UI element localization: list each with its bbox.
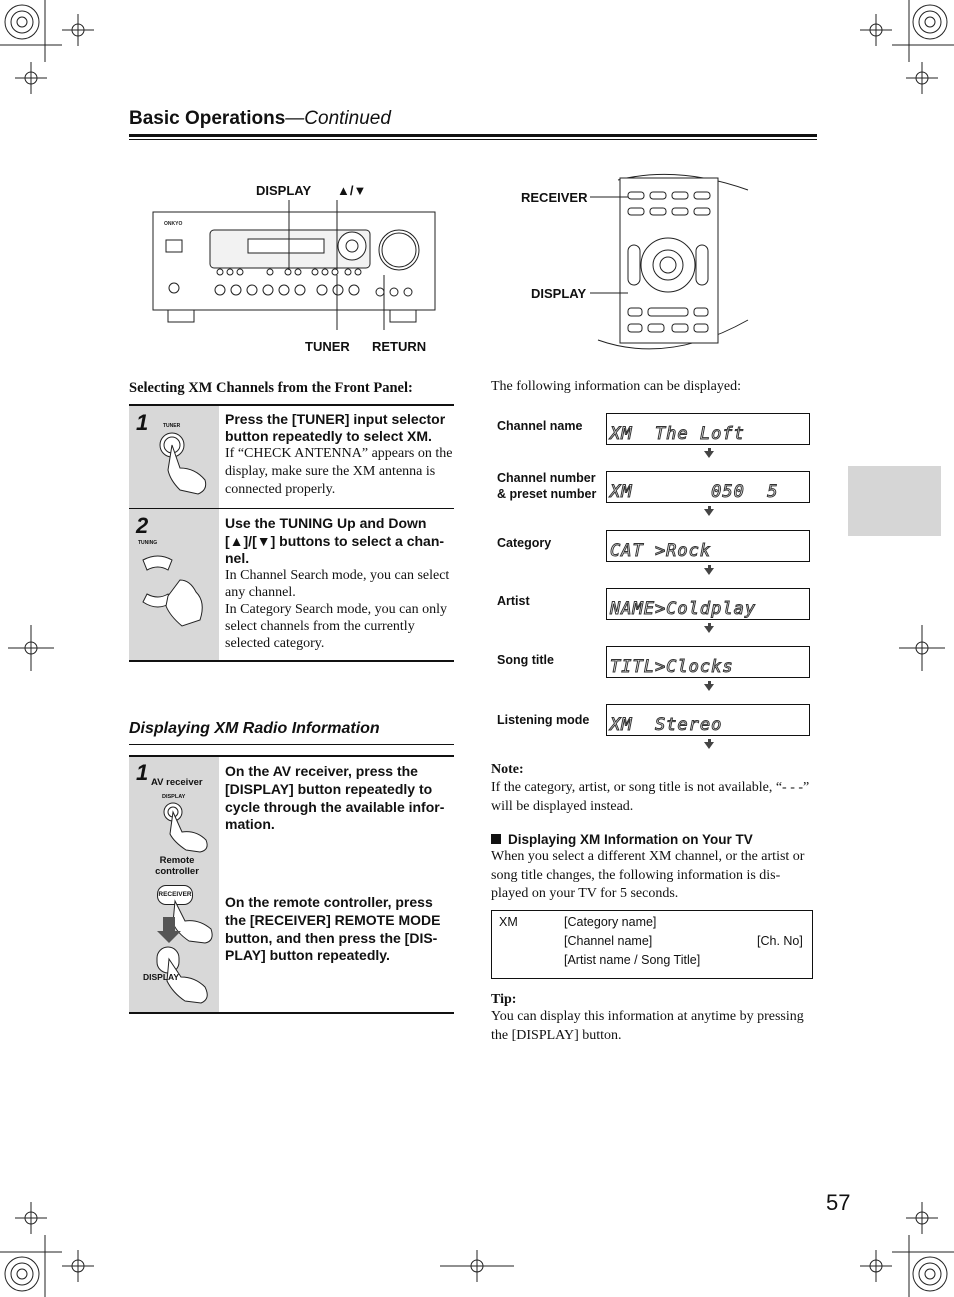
- av-receiver-front-panel-illustration: [150, 200, 440, 330]
- flow-arrow-icon: [704, 742, 714, 749]
- info-intro: The following information can be displayed:: [491, 379, 741, 394]
- row-label-artist: Artist: [497, 594, 530, 608]
- flow-arrow-icon: [704, 626, 714, 633]
- lcd-text: XM The Loft: [610, 424, 745, 444]
- row-label-category: Category: [497, 536, 552, 550]
- corner-rosette-bl: [5, 1257, 39, 1291]
- section-title-rule: [129, 744, 454, 745]
- flow-arrow-icon: [704, 451, 714, 458]
- callout-receiver: RECEIVER: [521, 190, 588, 205]
- row-label-song-title: Song title: [497, 653, 554, 667]
- flow-arrow-icon: [704, 509, 714, 516]
- step-2-number: 2: [136, 513, 149, 538]
- tuning-button-label: TUNING: [138, 540, 158, 546]
- lcd-text: TITL>Clocks: [610, 657, 734, 677]
- header-title-continued: —Continued: [285, 108, 391, 129]
- step-table-bottom-rule: [129, 1012, 454, 1014]
- chapter-side-tab: [848, 466, 941, 536]
- remote-controller-illustration: [588, 170, 753, 355]
- square-bullet-icon: [491, 834, 501, 844]
- flow-arrow-icon: [704, 684, 714, 691]
- svg-text:ONKYO: ONKYO: [164, 221, 183, 227]
- row-label-channel-number: Channel number & preset number: [497, 471, 597, 501]
- step-1-number: 1: [136, 410, 149, 435]
- page-number: 57: [826, 1190, 851, 1215]
- lcd-song-title: [606, 646, 810, 678]
- tv-section-text: When you select a different XM channel, or the artist or song title changes, the following information is dis-played on your TV for 5 seconds.: [491, 849, 805, 901]
- lcd-text: XM 050 5: [610, 482, 779, 502]
- row-label-listening-mode: Listening mode: [497, 713, 590, 727]
- step-1-detail: If “CHECK ANTENNA” appears on the display, make sure the XM antenna is connected properly.: [225, 446, 453, 497]
- tv-xm-label: XM: [499, 915, 518, 929]
- tv-channel-field: [Channel name]: [564, 934, 653, 948]
- callout-arrows: ▲/▼: [337, 183, 367, 198]
- tv-artist-field: [Artist name / Song Title]: [564, 953, 701, 967]
- display-step-number: 1: [136, 760, 149, 785]
- callout-remote-display: DISPLAY: [531, 286, 587, 301]
- step-2-instruction: Use the TUNING Up and Down [▲]/[▼] buttons to select a chan-nel.: [225, 515, 445, 566]
- lcd-text: XM Stereo: [610, 715, 723, 735]
- remote-controller-label: Remote controller: [155, 855, 199, 877]
- header-title-main: Basic Operations: [129, 108, 286, 129]
- step-2-detail-category: In Category Search mode, you can only select channels from the currently selected category.: [225, 602, 447, 651]
- header-rule: [129, 134, 817, 137]
- header-rule-thin: [129, 139, 817, 140]
- lcd-category: [606, 530, 810, 562]
- page-header-title: [129, 108, 391, 130]
- callout-tuner: TUNER: [305, 339, 350, 354]
- display-button-press-icon: [158, 800, 218, 855]
- note-text: If the category, artist, or song title is not available, “- - -” will be displayed instead.: [491, 780, 810, 814]
- section-title-displaying-xm: Displaying XM Radio Information: [129, 720, 380, 737]
- step-table-bottom-rule: [129, 660, 454, 662]
- remote-press-sequence-icon: [155, 895, 220, 1010]
- tip-title: Tip:: [491, 992, 517, 1007]
- display-step-remote-instruction: On the remote controller, press the [RECEIVER] REMOTE MODE button, and then press the [DIS-PLAY] button repeatedly.: [225, 894, 441, 964]
- tv-section-heading: [491, 832, 753, 847]
- note-title: Note:: [491, 762, 524, 777]
- av-receiver-label: AV receiver: [151, 777, 203, 788]
- lcd-channel-number: [606, 471, 810, 503]
- lcd-artist: [606, 588, 810, 620]
- tuning-buttons-press-icon: [140, 550, 215, 640]
- callout-display: DISPLAY: [256, 183, 312, 198]
- tv-channel-number-field: [Ch. No]: [757, 934, 803, 948]
- tip-text: You can display this information at anytime by pressing the [DISPLAY] button.: [491, 1009, 804, 1043]
- display-step-av-instruction: On the AV receiver, press the [DISPLAY] button repeatedly to cycle through the available infor-mation.: [225, 763, 445, 833]
- corner-rosette-tl: [5, 5, 39, 39]
- corner-rosette-br: [913, 1257, 947, 1291]
- callout-return: RETURN: [372, 339, 427, 354]
- receiver-button-icon: RECEIVER: [157, 885, 193, 905]
- flow-arrow-icon: [704, 568, 714, 575]
- step-1-instruction: Press the [TUNER] input selector button repeatedly to select XM.: [225, 411, 446, 444]
- lcd-channel-name: [606, 413, 810, 445]
- tv-category-field: [Category name]: [564, 915, 657, 929]
- corner-rosette-tr: [913, 5, 947, 39]
- row-label-channel-name: Channel name: [497, 419, 583, 433]
- lcd-listening-mode: [606, 704, 810, 736]
- tuner-button-label: TUNER: [163, 423, 181, 429]
- display-button-label: DISPLAY: [143, 972, 180, 982]
- lcd-text: NAME>Coldplay: [610, 599, 757, 619]
- section-heading-front-panel: Selecting XM Channels from the Front Panel:: [129, 380, 413, 396]
- display-small-label: DISPLAY: [162, 794, 186, 800]
- lcd-text: CAT >Rock: [610, 541, 712, 561]
- tuner-button-press-icon: [150, 428, 220, 498]
- tv-heading-text: Displaying XM Information on Your TV: [508, 832, 753, 847]
- step-2-detail-channel: In Channel Search mode, you can select any channel.: [225, 568, 450, 600]
